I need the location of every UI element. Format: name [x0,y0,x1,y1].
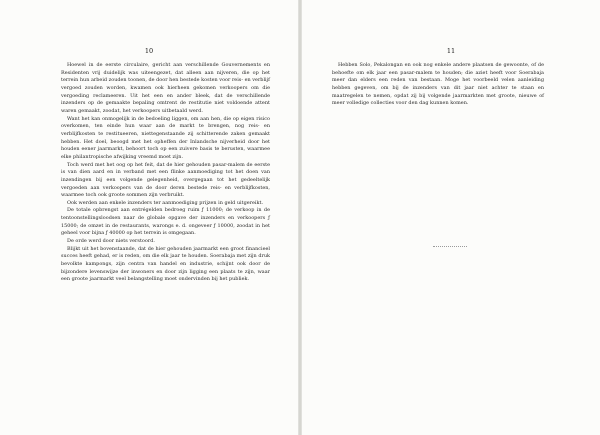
right-page-body [332,62,544,108]
paragraph: Hebben Solo, Pekalongan en ook nog enkele andere plaatsen de gewoonte, of de behoefte om elk jaar een pasar-malem te houden; die aziet heeft voor Soerabaja meer dan elders een reden van bestaan. Moge het voorbeeld velen aanleiding hebben gegeven, om bij de inzenders van dit jaar niet achter te staan en maatregelen te nemen, opdat zij bij volgende jaarmarkten met groote, nieuwe of meer volledige collecties voor den dag kunnen komen. [332,62,544,107]
paragraph: Hoewel in de eerste circulaire, gericht aan verschillende Gouvernements en Residenten vrij duidelijk was uiteengezet, dat alleen aan nijveren, die op het terrein hun arbeid zouden toonen, de door hen bestede kosten voor reis- en verblijf vergoed zouden worden, kwamen ook hierheen gekomen verkoopers om die vergoeding reclameeren. Uit het een en ander bleek, dat de verschillende inzenders op de gemaakte bepaling omtrent de restitutie niet voldoende attent waren gemaakt, zoodat, het verkoopers uitbetaald werd. [61,62,270,114]
paragraph: Toch werd met het oog op het feit, dat de hier gehouden pasar-malem de eerste is van dien aard en in verband met een flinke aanmoediging tot het doen van inzendingen bij een volgende gelegenheid, overgegaan tot het gedeeltelijk vergoeden aan verkoopers van de door deren bestede reis- en verblijfkosten, waarmee toch ook groote sommen zijn verbruikt. [61,161,270,199]
paragraph: Ook werden aan enkele inzenders ter aanmoediging prijzen in geld uitgereikt. [67,199,264,206]
left-page [0,0,298,435]
right-page-number: 11 [446,47,456,55]
paragraph: De totale opbrengst aan entrégelden bedroeg ruim ƒ 11000; de verkoop in de tentoonstellingsloodsen naar de globale opgave der inzenders en verkoopers ƒ 15000; de omzet in de restaurants, warongs e. d. ongeveer ƒ 10000, zoodat in het geheel voor bijna ƒ 40000 op het terrein is omgegaan. [61,207,270,237]
paragraph: De orde werd door niets verstoord. [67,238,155,245]
section-divider [433,246,467,247]
left-page-body [61,62,270,284]
paragraph: Blijkt uit het bovenstaande, dat de hier gehouden jaarmarkt een groot financieel succes heeft gehad, er is reden, om die elk jaar te houden. Soerabaja met zijn druk bevolkte kampongs, zijn centra van handel en industrie, schijnt ook door de bijzondere levenswijze der inwoners en door zijn ligging een plaats te zijn, waar een groote jaarmarkt veel belangstelling moet ondervinden bij het publiek. [61,245,270,283]
left-page-number: 10 [144,47,154,55]
right-page [302,0,600,435]
paragraph: Want het kan onmogelijk in de bedoeling liggen, om aan hen, die op eigen risico overkomen, ten einde hun waar aan de markt te brengen, nog reis- en verblijfkosten te restitueeren, niettegenstaande zij schitterende zaken gemaakt hebben. Het doel, beoogd met het opheffen der Inlandsche nijverheid door het houden eener jaarmarkt, behoort toch op een zuivere basis te berusten, waarmee elke philantropische afwijking vreemd moet zijn. [61,115,270,160]
